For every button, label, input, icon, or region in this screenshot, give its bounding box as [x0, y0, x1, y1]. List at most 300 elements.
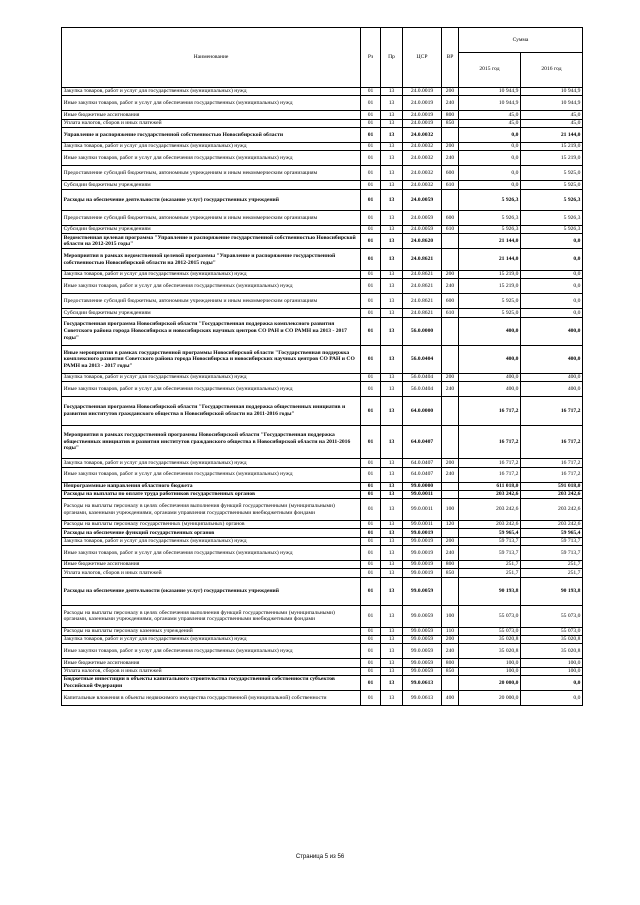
row-vr: 610	[442, 226, 459, 234]
row-csr: 24.0.0032	[403, 127, 442, 142]
row-name: Иные бюджетные ассигнования	[62, 561, 361, 569]
row-pr: 13	[381, 111, 403, 119]
row-pr: 13	[381, 691, 403, 706]
row-name: Закупка товаров, работ и услуг для государственных (муниципальных) нужд	[62, 374, 361, 382]
row-sum-2015: 5 926,3	[459, 226, 521, 234]
row-name: Иные закупки товаров, работ и услуг для обеспечения государственных (муниципальных) нужд	[62, 151, 361, 166]
row-sum-2015: 16 717,2	[459, 467, 521, 482]
row-rz: 01	[361, 459, 381, 467]
row-vr	[442, 189, 459, 211]
row-pr: 13	[381, 546, 403, 561]
row-pr: 13	[381, 119, 403, 127]
row-csr: 99.0.0059	[403, 627, 442, 635]
row-sum-2015: 16 717,2	[459, 425, 521, 459]
row-name: Бюджетные инвестиции в объекты капитального строительства государственной собственности субъектов Российской Федерации	[62, 676, 361, 691]
row-pr: 13	[381, 627, 403, 635]
row-sum-2016: 45,0	[521, 119, 583, 127]
table-row	[62, 309, 583, 317]
row-rz: 01	[361, 279, 381, 294]
row-sum-2015: 400,0	[459, 374, 521, 382]
row-sum-2015: 0,0	[459, 142, 521, 150]
table-row	[62, 271, 583, 279]
row-sum-2015: 55 073,0	[459, 606, 521, 628]
row-vr: 200	[442, 271, 459, 279]
row-vr: 100	[442, 606, 459, 628]
row-csr: 24.0.8621	[403, 309, 442, 317]
row-sum-2015: 35 020,8	[459, 635, 521, 643]
row-name: Закупка товаров, работ и услуг для государственных (муниципальных) нужд	[62, 87, 361, 95]
row-csr: 24.0.8621	[403, 294, 442, 309]
row-vr	[442, 529, 459, 537]
row-csr: 99.0.0059	[403, 659, 442, 667]
row-pr: 13	[381, 425, 403, 459]
row-vr: 100	[442, 499, 459, 521]
budget-table	[61, 27, 583, 706]
document-page	[61, 27, 582, 706]
row-name: Расходы на обеспечение функций государственных органов	[62, 529, 361, 537]
row-pr: 13	[381, 166, 403, 181]
row-sum-2016: 0,0	[521, 294, 583, 309]
table-row	[62, 635, 583, 643]
row-sum-2016: 55 073,0	[521, 606, 583, 628]
row-csr: 24.0.0019	[403, 87, 442, 95]
row-vr	[442, 425, 459, 459]
row-csr: 99.0.0059	[403, 577, 442, 605]
row-pr: 13	[381, 317, 403, 345]
row-sum-2016: 16 717,2	[521, 425, 583, 459]
row-pr: 13	[381, 499, 403, 521]
table-row	[62, 644, 583, 659]
row-sum-2016: 0,0	[521, 234, 583, 249]
row-name: Закупка товаров, работ и услуг для государственных (муниципальных) нужд	[62, 537, 361, 545]
row-name: Иные закупки товаров, работ и услуг для обеспечения государственных (муниципальных) нужд	[62, 96, 361, 111]
row-sum-2016: 59 965,4	[521, 529, 583, 537]
row-name: Предоставление субсидий бюджетным, автономным учреждениям и иным некоммерческим организациям	[62, 211, 361, 226]
row-rz: 01	[361, 181, 381, 189]
row-name: Государственная программа Новосибирской области "Государственная поддержка общественных инициатив и развития институтов гражданского общества в Новосибирской области на 2011-2016 годы"	[62, 397, 361, 425]
row-pr: 13	[381, 96, 403, 111]
row-sum-2015: 0,0	[459, 127, 521, 142]
row-sum-2016: 90 193,8	[521, 577, 583, 605]
row-vr: 200	[442, 142, 459, 150]
row-csr: 64.0.0407	[403, 425, 442, 459]
row-csr: 99.0.0019	[403, 569, 442, 577]
row-pr: 13	[381, 151, 403, 166]
row-rz: 01	[361, 537, 381, 545]
table-row	[62, 606, 583, 628]
row-rz: 01	[361, 127, 381, 142]
row-csr: 24.0.8620	[403, 234, 442, 249]
row-sum-2016: 100,0	[521, 659, 583, 667]
row-csr: 24.0.0019	[403, 119, 442, 127]
row-sum-2016: 591 018,0	[521, 482, 583, 490]
header-year-2015: 2015 год	[459, 52, 521, 87]
row-pr: 13	[381, 249, 403, 271]
row-sum-2015: 59 713,7	[459, 537, 521, 545]
row-sum-2015: 21 144,0	[459, 249, 521, 271]
row-rz: 01	[361, 467, 381, 482]
row-sum-2016: 35 020,8	[521, 635, 583, 643]
row-pr: 13	[381, 142, 403, 150]
row-name: Иные закупки товаров, работ и услуг для обеспечения государственных (муниципальных) нужд	[62, 467, 361, 482]
header-sum: Сумма	[459, 28, 583, 53]
row-sum-2016: 0,0	[521, 279, 583, 294]
row-csr: 64.0.0000	[403, 397, 442, 425]
table-row	[62, 279, 583, 294]
row-csr: 24.0.8621	[403, 271, 442, 279]
row-sum-2016: 59 713,7	[521, 546, 583, 561]
row-pr: 13	[381, 279, 403, 294]
row-name: Закупка товаров, работ и услуг для государственных (муниципальных) нужд	[62, 459, 361, 467]
row-rz: 01	[361, 249, 381, 271]
row-sum-2016: 10 944,9	[521, 96, 583, 111]
row-pr: 13	[381, 577, 403, 605]
row-rz: 01	[361, 691, 381, 706]
row-name: Субсидии бюджетным учреждениям	[62, 226, 361, 234]
row-pr: 13	[381, 491, 403, 499]
table-row	[62, 234, 583, 249]
row-csr: 56.0.0000	[403, 317, 442, 345]
row-pr: 13	[381, 211, 403, 226]
header-csr: ЦСР	[403, 28, 442, 88]
row-name: Иные закупки товаров, работ и услуг для обеспечения государственных (муниципальных) нужд	[62, 546, 361, 561]
row-csr: 99.0.0059	[403, 606, 442, 628]
table-row	[62, 382, 583, 397]
row-pr: 13	[381, 537, 403, 545]
row-name: Уплата налогов, сборов и иных платежей	[62, 569, 361, 577]
row-name: Иные закупки товаров, работ и услуг для обеспечения государственных (муниципальных) нужд	[62, 644, 361, 659]
row-pr: 13	[381, 87, 403, 95]
table-row	[62, 521, 583, 529]
table-row	[62, 294, 583, 309]
table-row	[62, 569, 583, 577]
row-rz: 01	[361, 667, 381, 675]
row-sum-2016: 5 926,3	[521, 226, 583, 234]
row-name: Уплата налогов, сборов и иных платежей	[62, 119, 361, 127]
row-rz: 01	[361, 397, 381, 425]
row-csr: 24.0.8621	[403, 249, 442, 271]
row-vr: 850	[442, 569, 459, 577]
row-rz: 01	[361, 234, 381, 249]
table-row	[62, 127, 583, 142]
row-rz: 01	[361, 635, 381, 643]
row-csr: 24.0.0059	[403, 211, 442, 226]
row-vr: 200	[442, 635, 459, 643]
row-sum-2016: 203 242,6	[521, 491, 583, 499]
row-sum-2015: 59 713,7	[459, 546, 521, 561]
row-name: Иные бюджетные ассигнования	[62, 659, 361, 667]
row-vr: 240	[442, 546, 459, 561]
row-vr	[442, 127, 459, 142]
row-sum-2015: 10 944,9	[459, 96, 521, 111]
row-rz: 01	[361, 374, 381, 382]
table-body	[62, 87, 583, 705]
row-sum-2015: 35 020,8	[459, 644, 521, 659]
table-row	[62, 546, 583, 561]
row-csr: 99.0.0059	[403, 635, 442, 643]
row-vr: 240	[442, 279, 459, 294]
row-pr: 13	[381, 459, 403, 467]
row-pr: 13	[381, 569, 403, 577]
row-csr: 64.0.0407	[403, 467, 442, 482]
table-row	[62, 691, 583, 706]
row-sum-2016: 45,0	[521, 111, 583, 119]
row-sum-2015: 10 944,9	[459, 87, 521, 95]
row-name: Субсидии бюджетным учреждениям	[62, 181, 361, 189]
row-sum-2015: 90 193,8	[459, 577, 521, 605]
row-name: Субсидии бюджетным учреждениям	[62, 309, 361, 317]
row-sum-2015: 0,0	[459, 166, 521, 181]
row-sum-2015: 59 965,4	[459, 529, 521, 537]
row-sum-2015: 5 925,0	[459, 294, 521, 309]
row-pr: 13	[381, 374, 403, 382]
table-row	[62, 397, 583, 425]
table-row	[62, 317, 583, 345]
row-name: Иные закупки товаров, работ и услуг для обеспечения государственных (муниципальных) нужд	[62, 279, 361, 294]
row-csr: 56.0.0404	[403, 374, 442, 382]
row-name: Закупка товаров, работ и услуг для государственных (муниципальных) нужд	[62, 142, 361, 150]
row-vr: 850	[442, 119, 459, 127]
row-name: Предоставление субсидий бюджетным, автономным учреждениям и иным некоммерческим организациям	[62, 166, 361, 181]
table-row	[62, 166, 583, 181]
row-pr: 13	[381, 482, 403, 490]
row-pr: 13	[381, 271, 403, 279]
row-vr: 240	[442, 644, 459, 659]
row-vr: 110	[442, 627, 459, 635]
row-name: Расходы на выплаты персоналу казенных учреждений	[62, 627, 361, 635]
row-sum-2015: 203 242,6	[459, 491, 521, 499]
row-vr	[442, 482, 459, 490]
row-csr: 99.0.0011	[403, 499, 442, 521]
row-vr: 800	[442, 561, 459, 569]
table-row	[62, 459, 583, 467]
row-csr: 99.0.0019	[403, 537, 442, 545]
row-rz: 01	[361, 294, 381, 309]
row-rz: 01	[361, 569, 381, 577]
row-sum-2015: 20 000,0	[459, 691, 521, 706]
row-vr	[442, 577, 459, 605]
table-row	[62, 659, 583, 667]
row-name: Иные бюджетные ассигнования	[62, 111, 361, 119]
row-csr: 24.0.0059	[403, 226, 442, 234]
row-sum-2015: 0,0	[459, 151, 521, 166]
row-rz: 01	[361, 96, 381, 111]
table-row	[62, 627, 583, 635]
row-sum-2016: 251,7	[521, 561, 583, 569]
row-rz: 01	[361, 309, 381, 317]
row-vr: 400	[442, 691, 459, 706]
table-row	[62, 345, 583, 373]
row-csr: 24.0.0032	[403, 166, 442, 181]
row-pr: 13	[381, 127, 403, 142]
table-row	[62, 529, 583, 537]
table-row	[62, 87, 583, 95]
row-vr: 200	[442, 374, 459, 382]
row-csr: 99.0.0613	[403, 676, 442, 691]
table-row	[62, 249, 583, 271]
row-sum-2016: 100,0	[521, 667, 583, 675]
page-number: Страница 5 из 56	[295, 854, 345, 860]
row-sum-2016: 15 219,0	[521, 142, 583, 150]
row-sum-2015: 20 000,0	[459, 676, 521, 691]
table-row	[62, 499, 583, 521]
row-rz: 01	[361, 119, 381, 127]
row-sum-2016: 5 925,0	[521, 181, 583, 189]
table-row	[62, 676, 583, 691]
row-rz: 01	[361, 226, 381, 234]
row-sum-2016: 55 073,0	[521, 627, 583, 635]
row-rz: 01	[361, 425, 381, 459]
table-row	[62, 561, 583, 569]
table-row	[62, 482, 583, 490]
row-sum-2015: 55 073,0	[459, 627, 521, 635]
table-row	[62, 181, 583, 189]
row-csr: 24.0.0032	[403, 142, 442, 150]
row-sum-2016: 400,0	[521, 374, 583, 382]
row-sum-2015: 251,7	[459, 569, 521, 577]
row-vr	[442, 317, 459, 345]
table-header	[62, 28, 583, 88]
row-name: Закупка товаров, работ и услуг для государственных (муниципальных) нужд	[62, 635, 361, 643]
table-row	[62, 96, 583, 111]
row-csr: 99.0.0059	[403, 644, 442, 659]
row-rz: 01	[361, 499, 381, 521]
row-sum-2016: 5 926,3	[521, 189, 583, 211]
row-sum-2015: 0,0	[459, 181, 521, 189]
row-vr	[442, 249, 459, 271]
row-rz: 01	[361, 142, 381, 150]
row-pr: 13	[381, 309, 403, 317]
table-row	[62, 374, 583, 382]
row-csr: 24.0.0032	[403, 151, 442, 166]
row-sum-2016: 203 242,6	[521, 499, 583, 521]
row-sum-2015: 16 717,2	[459, 459, 521, 467]
row-name: Расходы на выплаты персоналу в целях обеспечения выполнения функций государственными (муниципальными) органами, казенными учреждениями, органами управления государственными внебюджетными фондами	[62, 606, 361, 628]
row-name: Капитальные вложения в объекты недвижимого имущества государственной (муниципальной) собственности	[62, 691, 361, 706]
row-vr: 240	[442, 151, 459, 166]
row-sum-2015: 15 219,0	[459, 271, 521, 279]
row-name: Иные мероприятия в рамках государственной программы Новосибирской области "Государственная поддержка комплексного развития Советского района города Новосибирска и новосибирских научных центров СО РАН и СО РАМН на 2013 - 2017 годы"	[62, 345, 361, 373]
row-csr: 64.0.0407	[403, 459, 442, 467]
row-pr: 13	[381, 521, 403, 529]
row-sum-2015: 611 018,0	[459, 482, 521, 490]
row-sum-2016: 15 219,0	[521, 151, 583, 166]
table-row	[62, 189, 583, 211]
row-rz: 01	[361, 577, 381, 605]
row-vr: 240	[442, 382, 459, 397]
row-sum-2015: 100,0	[459, 659, 521, 667]
row-name: Предоставление субсидий бюджетным, автономным учреждениям и иным некоммерческим организациям	[62, 294, 361, 309]
row-csr: 24.0.0059	[403, 189, 442, 211]
row-csr: 24.0.0019	[403, 96, 442, 111]
table-row	[62, 211, 583, 226]
row-name: Закупка товаров, работ и услуг для государственных (муниципальных) нужд	[62, 271, 361, 279]
row-sum-2015: 21 144,0	[459, 234, 521, 249]
row-sum-2016: 5 926,3	[521, 211, 583, 226]
row-sum-2015: 400,0	[459, 317, 521, 345]
row-name: Расходы на выплаты персоналу в целях обеспечения выполнения функций государственными (муниципальными) органами, казенными учреждениями, органами управления государственными внебюджетными фондами	[62, 499, 361, 521]
row-pr: 13	[381, 676, 403, 691]
row-pr: 13	[381, 644, 403, 659]
row-rz: 01	[361, 546, 381, 561]
row-rz: 01	[361, 151, 381, 166]
row-sum-2015: 100,0	[459, 667, 521, 675]
row-name: Расходы на обеспечение деятельности (оказание услуг) государственных учреждений	[62, 577, 361, 605]
row-pr: 13	[381, 659, 403, 667]
row-name: Расходы на выплаты по оплате труда работников государственных органов	[62, 491, 361, 499]
row-name: Уплата налогов, сборов и иных платежей	[62, 667, 361, 675]
row-rz: 01	[361, 676, 381, 691]
row-sum-2016: 0,0	[521, 309, 583, 317]
table-row	[62, 119, 583, 127]
row-pr: 13	[381, 294, 403, 309]
row-rz: 01	[361, 606, 381, 628]
row-sum-2016: 400,0	[521, 382, 583, 397]
row-rz: 01	[361, 317, 381, 345]
row-csr: 99.0.0011	[403, 521, 442, 529]
row-sum-2015: 203 242,6	[459, 521, 521, 529]
row-pr: 13	[381, 234, 403, 249]
row-csr: 99.0.0000	[403, 482, 442, 490]
header-rz: Рз	[361, 28, 381, 88]
row-rz: 01	[361, 521, 381, 529]
row-pr: 13	[381, 561, 403, 569]
row-csr: 99.0.0019	[403, 529, 442, 537]
row-sum-2016: 0,0	[521, 271, 583, 279]
row-sum-2016: 35 020,8	[521, 644, 583, 659]
row-rz: 01	[361, 87, 381, 95]
table-row	[62, 425, 583, 459]
row-vr: 240	[442, 467, 459, 482]
row-vr: 850	[442, 667, 459, 675]
row-vr: 800	[442, 111, 459, 119]
row-sum-2016: 0,0	[521, 691, 583, 706]
row-pr: 13	[381, 635, 403, 643]
row-rz: 01	[361, 189, 381, 211]
row-sum-2015: 203 242,6	[459, 499, 521, 521]
row-sum-2016: 0,0	[521, 249, 583, 271]
row-name: Иные закупки товаров, работ и услуг для обеспечения государственных (муниципальных) нужд	[62, 382, 361, 397]
table-row	[62, 537, 583, 545]
row-name: Непрограммные направления областного бюджета	[62, 482, 361, 490]
row-sum-2015: 45,0	[459, 119, 521, 127]
row-sum-2015: 5 926,3	[459, 211, 521, 226]
row-csr: 24.0.0032	[403, 181, 442, 189]
row-pr: 13	[381, 529, 403, 537]
row-sum-2016: 59 713,7	[521, 537, 583, 545]
row-rz: 01	[361, 166, 381, 181]
row-sum-2016: 203 242,6	[521, 521, 583, 529]
row-sum-2015: 16 717,2	[459, 397, 521, 425]
row-vr: 600	[442, 211, 459, 226]
row-name: Управление и распоряжение государственной собственностью Новосибирской области	[62, 127, 361, 142]
row-vr	[442, 397, 459, 425]
row-csr: 56.0.0404	[403, 345, 442, 373]
row-rz: 01	[361, 211, 381, 226]
row-sum-2015: 400,0	[459, 382, 521, 397]
row-pr: 13	[381, 397, 403, 425]
row-sum-2016: 400,0	[521, 345, 583, 373]
table-row	[62, 667, 583, 675]
row-sum-2016: 16 717,2	[521, 467, 583, 482]
row-pr: 13	[381, 606, 403, 628]
table-row	[62, 151, 583, 166]
row-csr: 56.0.0404	[403, 382, 442, 397]
row-rz: 01	[361, 345, 381, 373]
row-csr: 99.0.0011	[403, 491, 442, 499]
row-rz: 01	[361, 644, 381, 659]
table-row	[62, 491, 583, 499]
